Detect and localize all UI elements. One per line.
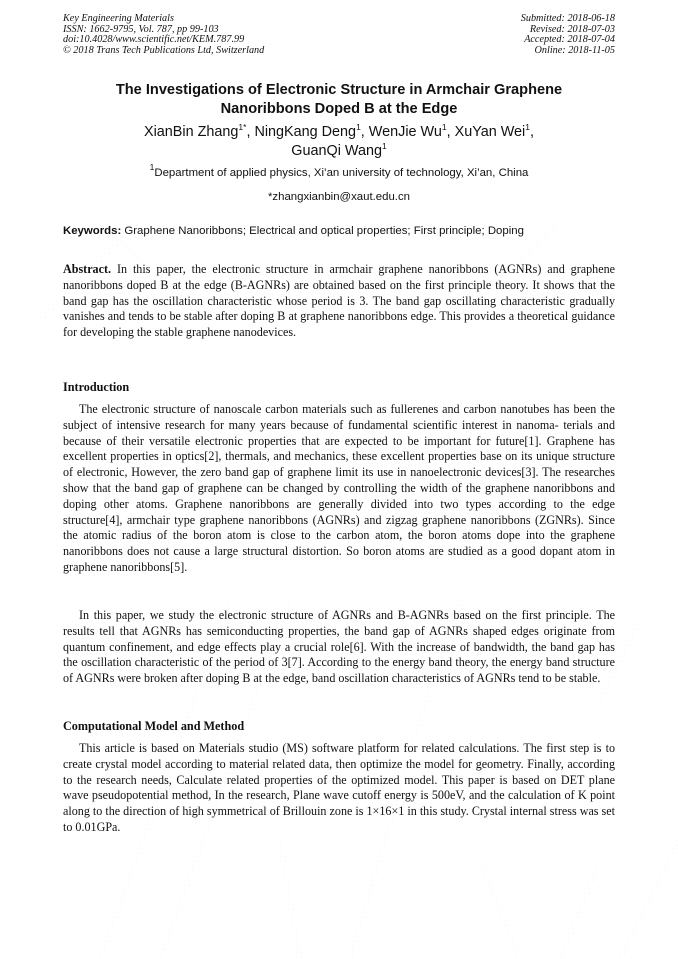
section-heading-computational-model: Computational Model and Method — [63, 719, 245, 733]
keywords-text: Graphene Nanoribbons; Electrical and optical properties; First principle; Doping — [121, 225, 524, 237]
title-line-1: The Investigations of Electronic Structure in Armchair Graphene — [115, 82, 563, 98]
abstract-text: In this paper, the electronic structure in armchair graphene nanoribbons (AGNRs) and graphene nanoribbons doped B at the edge (B-AGNRs) are obtained based on the first principle theory. It shows that the band gap has the oscillation characteristic whose period is 3. The band gap oscillating characteristic gradually vanishes and tends to be stable after doping B at graphene nanoribbons edge. This provides a theoretical guidance for developing the stable graphene nanodevices. — [63, 262, 615, 340]
computational-model-paragraph-1: This article is based on Materials studio (MS) software platform for related calculations. The first step is to create crystal model according to material related data, then optimize the model for geometry. Finally, according to the research needs, Calculate related properties of the optimized model. This paper is based on DET plane wave pseudopotential method, In the research, Plane wave cutoff energy is 500eV, and the calculation of K point along to the direction of high symmetrical of Brillouin zone is 1×16×1 in this study. Crystal internal stress was set to 0.01GPa. — [63, 741, 615, 834]
author-list — [63, 123, 615, 161]
affiliation — [63, 162, 615, 180]
doi[interactable]: doi:10.4028/www.scientific.net/KEM.787.99 — [63, 34, 245, 46]
author-name: XianBin Zhang — [144, 124, 239, 140]
online-date: Online: 2018-11-05 — [534, 44, 615, 56]
abstract — [63, 262, 615, 341]
corresponding-email[interactable]: *zhangxianbin@xaut.edu.cn — [267, 191, 411, 203]
journal-name: Key Engineering Materials — [63, 13, 174, 24]
submission-dates — [521, 14, 615, 56]
author-affiliation-mark: 1 — [441, 122, 447, 132]
keywords-label: Keywords: — [63, 225, 122, 237]
section-heading-introduction: Introduction — [63, 380, 130, 394]
introduction-paragraph-2: In this paper, we study the electronic structure of AGNRs and B-AGNRs based on the first principle. The results tell that AGNRs has semiconducting properties, the band gap of AGNRs shaped edges originate from quantum confinement, and edge effects play a crucial role[6]. With the increase of bandwidth, the band gap has the oscillation characteristic of the period of 3[7]. According to the energy band theory, the energy band structure of AGNRs were broken after doping B at the edge, band oscillation characteristics of AGNRs tend to be stable. — [63, 608, 615, 686]
journal-info — [63, 14, 264, 56]
author-separator: , — [530, 124, 534, 140]
author-separator: , — [246, 124, 255, 140]
abstract-label: Abstract. — [63, 262, 112, 276]
submitted-date: Submitted: 2018-06-18 — [520, 13, 615, 24]
title-line-2: Nanoribbons Doped B at the Edge — [220, 101, 458, 117]
accepted-date: Accepted: 2018-07-04 — [524, 34, 615, 46]
copyright: © 2018 Trans Tech Publications Ltd, Switzerland — [63, 44, 265, 56]
introduction-paragraph-1: The electronic structure of nanoscale carbon materials such as fullerenes and carbon nanotubes has been the subject of intensive research for many years because of fundamental scientific interest in nanoma- terials and because of their versatile electronic properties that are expected to be important for future[1]. Graphene has excellent properties in optics[2], thermals, and mechanics, these excellent properties base on its unique structure of electronic, However, the zero band gap of graphene limit its use in nanoelectronic devices[3]. The researches show that the band gap of graphene can be changed by controlling the width of the graphene nanoribbons and doping other atoms. Graphene nanoribbons are generally divided into two types according to the edge structure[4], armchair type graphene nanoribbons (AGNRs) and zigzag graphene nanoribbons (ZGNRs). Since the atomic radius of the boron atom is close to the carbon atom, the boron atoms dope into the graphene nanoribbons does not cause a large structural distortion. So boron atoms are studied as a good dopant atom in graphene nanoribbons[5]. — [63, 402, 615, 574]
author-name: WenJie Wu — [368, 124, 442, 140]
author-separator: , — [446, 124, 455, 140]
author-affiliation-mark: 1 — [356, 122, 361, 132]
issn-volume-pages: ISSN: 1662-9795, Vol. 787, pp 99-103 — [63, 23, 219, 35]
author-affiliation-mark: 1* — [238, 122, 247, 132]
author-name: GuanQi Wang — [291, 143, 382, 159]
paper-title — [63, 81, 615, 119]
revised-date: Revised: 2018-07-03 — [529, 23, 615, 35]
author-affiliation-mark: 1 — [525, 122, 530, 132]
affiliation-text: Department of applied physics, Xi’an university of technology, Xi’an, China — [154, 167, 529, 179]
keywords — [63, 224, 615, 238]
author-affiliation-mark: 1 — [381, 141, 387, 151]
author-separator: , — [360, 124, 369, 140]
author-name: XuYan Wei — [454, 124, 526, 140]
author-name: NingKang Deng — [254, 124, 357, 140]
affiliation-mark: 1 — [149, 162, 155, 172]
